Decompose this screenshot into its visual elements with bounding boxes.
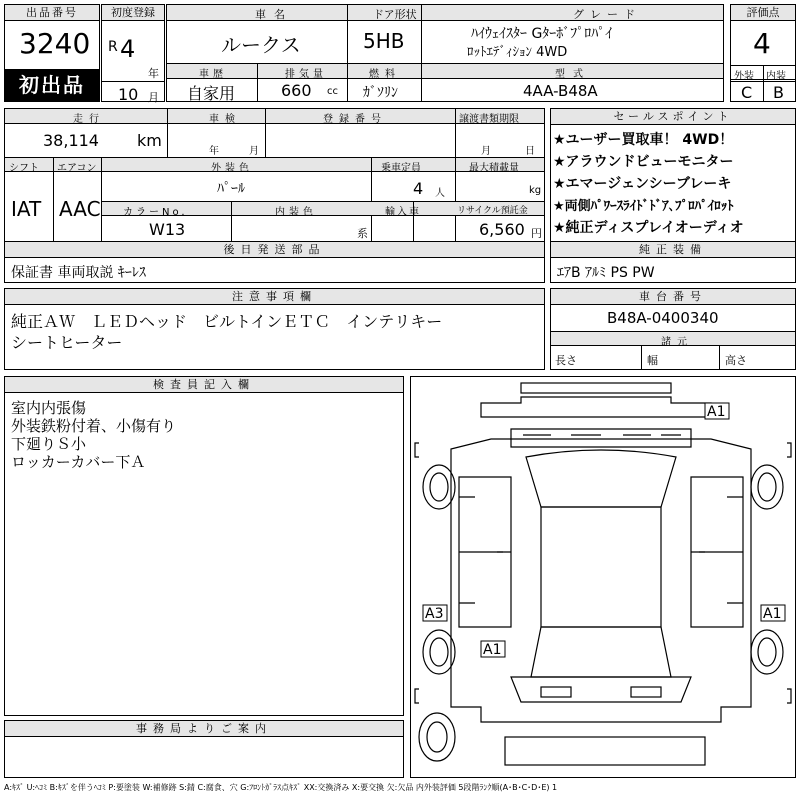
notes-label: 注意事項欄	[5, 289, 544, 305]
transfer-month-unit: 月	[481, 146, 491, 157]
lot-number-box	[4, 4, 100, 102]
inspection-year-unit: 年	[209, 146, 219, 157]
first-listing-badge: 初出品	[5, 69, 99, 101]
door-label: ドア形状	[373, 8, 417, 21]
grade-line1: ﾊｲｳｪｲｽﾀｰ Gﾀｰﾎﾞﾌﾟﾛﾊﾟｲ	[471, 26, 613, 42]
inspection-month-unit: 月	[249, 146, 259, 157]
reg-month-unit: 月	[148, 91, 159, 104]
lot-number-label: 出品番号	[5, 5, 99, 21]
sales-point-item: ★エマージェンシーブレーキ	[553, 176, 732, 192]
displacement-unit: cc	[327, 86, 338, 97]
later-parts-value: 保証書 車両取説 ｷｰﾚｽ	[11, 265, 146, 281]
shift-label: シフト	[9, 163, 39, 174]
model-block	[166, 4, 724, 64]
first-registration-box	[101, 4, 165, 102]
ext-score: C	[741, 83, 753, 102]
displacement-value: 660	[281, 81, 312, 100]
equipment-value: ｴｱB ｱﾙﾐ PS PW	[557, 265, 655, 281]
sales-point-item: ★アラウンドビューモニター	[553, 154, 734, 170]
mileage-value: 38,114	[43, 131, 99, 150]
office-box	[4, 720, 404, 778]
int-color-label: 内装色	[275, 207, 317, 218]
recycle-unit: 円	[531, 227, 542, 240]
import-label: 輸入車	[385, 207, 421, 218]
model-name: ルークス	[221, 33, 301, 57]
damage-diagram	[410, 376, 796, 778]
history-label: 車歴	[199, 69, 227, 80]
spec-row	[166, 63, 724, 102]
inspector-line: 下廻りＳ小	[11, 435, 87, 453]
inspector-label: 検査員記入欄	[5, 377, 403, 393]
equipment-box	[550, 241, 796, 283]
mileage-unit: km	[137, 131, 162, 150]
later-parts-box	[4, 241, 545, 283]
int-color-unit: 系	[357, 227, 368, 240]
first-registration-label: 初度登録	[102, 5, 164, 21]
inspector-box	[4, 376, 404, 716]
transfer-day-unit: 日	[525, 146, 535, 157]
max-load-unit: kg	[529, 185, 542, 196]
reg-no-label: 登録番号	[323, 114, 387, 125]
reg-year: 4	[120, 35, 136, 63]
mark-right-side: A1	[763, 606, 782, 622]
ac-label: エアコン	[57, 163, 97, 174]
mark-left-side: A3	[425, 606, 444, 622]
model-name-label: 車名	[255, 8, 293, 21]
notes-line2: シートヒーター	[11, 333, 123, 352]
model-code-label: 型式	[555, 69, 591, 80]
sales-point-item: ★ユーザー買取車！ 4WD！	[553, 132, 734, 148]
ext-score-label: 外装	[734, 71, 754, 82]
mark-left-rear: A1	[483, 642, 502, 658]
sales-point-item: ★両側ﾊﾟﾜｰｽﾗｲﾄﾞﾄﾞｱ､ﾌﾟﾛﾊﾟｲﾛｯﾄ	[553, 199, 734, 214]
capacity-label: 乗車定員	[381, 163, 421, 174]
equipment-label: 純正装備	[551, 242, 795, 258]
grade-line2: ﾛｯﾄｴﾃﾞｨｼｮﾝ 4WD	[467, 45, 568, 60]
grade-label: グレード	[573, 8, 641, 21]
ext-color-label: 外装色	[211, 163, 253, 174]
max-load-label: 最大積載量	[469, 163, 519, 174]
ac-value: AAC	[59, 197, 101, 221]
chassis-label: 車台番号	[551, 289, 795, 305]
shift-value: IAT	[11, 197, 42, 221]
car-outline-diagram	[411, 377, 795, 777]
score-box	[730, 4, 796, 102]
score-label: 評価点	[731, 5, 795, 21]
color-no-value: W13	[149, 220, 186, 239]
mark-front-right: A1	[707, 404, 726, 420]
score-value: 4	[753, 27, 771, 60]
fuel-label: 燃料	[369, 69, 401, 80]
mileage-block	[4, 108, 545, 242]
ext-color-value: ﾊﾟｰﾙ	[217, 181, 245, 197]
later-parts-label: 後日発送部品	[5, 242, 544, 258]
fuel-value: ｶﾞｿﾘﾝ	[363, 85, 398, 101]
capacity-unit: 人	[435, 188, 445, 199]
dims-length: 長さ	[555, 354, 577, 367]
office-label: 事務局よりご案内	[5, 721, 403, 737]
notes-box	[4, 288, 545, 370]
history-value: 自家用	[187, 84, 236, 103]
dims-height: 高さ	[725, 354, 747, 367]
chassis-box	[550, 288, 796, 370]
notes-line1: 純正ＡＷ ＬＥＤヘッド ビルトインＥＴＣ インテリキー	[11, 312, 443, 331]
chassis-value: B48A-0400340	[607, 309, 719, 327]
model-code-value: 4AA-B48A	[523, 82, 598, 100]
legend-text: A:ｷｽﾞ U:ﾍｺﾐ B:ｷｽﾞを伴うﾍｺﾐ P:要塗装 W:補修跡 S:錆 C:腐食、穴 G:ﾌﾛﾝﾄｶﾞﾗｽ点ｷｽﾞ XX:交換済み X:要交換 欠:欠品 内外装評価 5段階ﾗﾝｸ順(A･B･C･D･E) 1	[4, 783, 558, 792]
displacement-label: 排気量	[285, 69, 327, 80]
dims-label: 諸元	[661, 337, 693, 348]
lot-number: 3240	[19, 27, 91, 60]
mileage-label: 走行	[73, 114, 105, 125]
sales-point-item: ★純正ディスプレイオーディオ	[553, 220, 744, 236]
inspector-line: 室内内張傷	[11, 399, 87, 417]
dims-width: 幅	[647, 354, 658, 367]
recycle-label: リサイクル預託金	[457, 206, 528, 216]
door-type: 5HB	[363, 29, 405, 53]
capacity-value: 4	[413, 179, 424, 198]
color-no-label: カラーNo.	[123, 207, 188, 218]
era-label: R	[108, 39, 118, 55]
transfer-label: 譲渡書類期限	[459, 114, 519, 125]
int-score-label: 内装	[766, 71, 786, 82]
sales-points-box	[550, 108, 796, 242]
recycle-value: 6,560	[479, 220, 525, 239]
int-score: B	[773, 83, 784, 102]
inspection-label: 車検	[209, 114, 241, 125]
reg-year-unit: 年	[148, 67, 159, 80]
inspector-line: 外装鉄粉付着、小傷有り	[11, 417, 177, 435]
sales-points-label: セールスポイント	[551, 109, 795, 125]
reg-month: 10	[118, 85, 139, 104]
inspector-line: ロッカーカバー下Ａ	[11, 453, 146, 471]
